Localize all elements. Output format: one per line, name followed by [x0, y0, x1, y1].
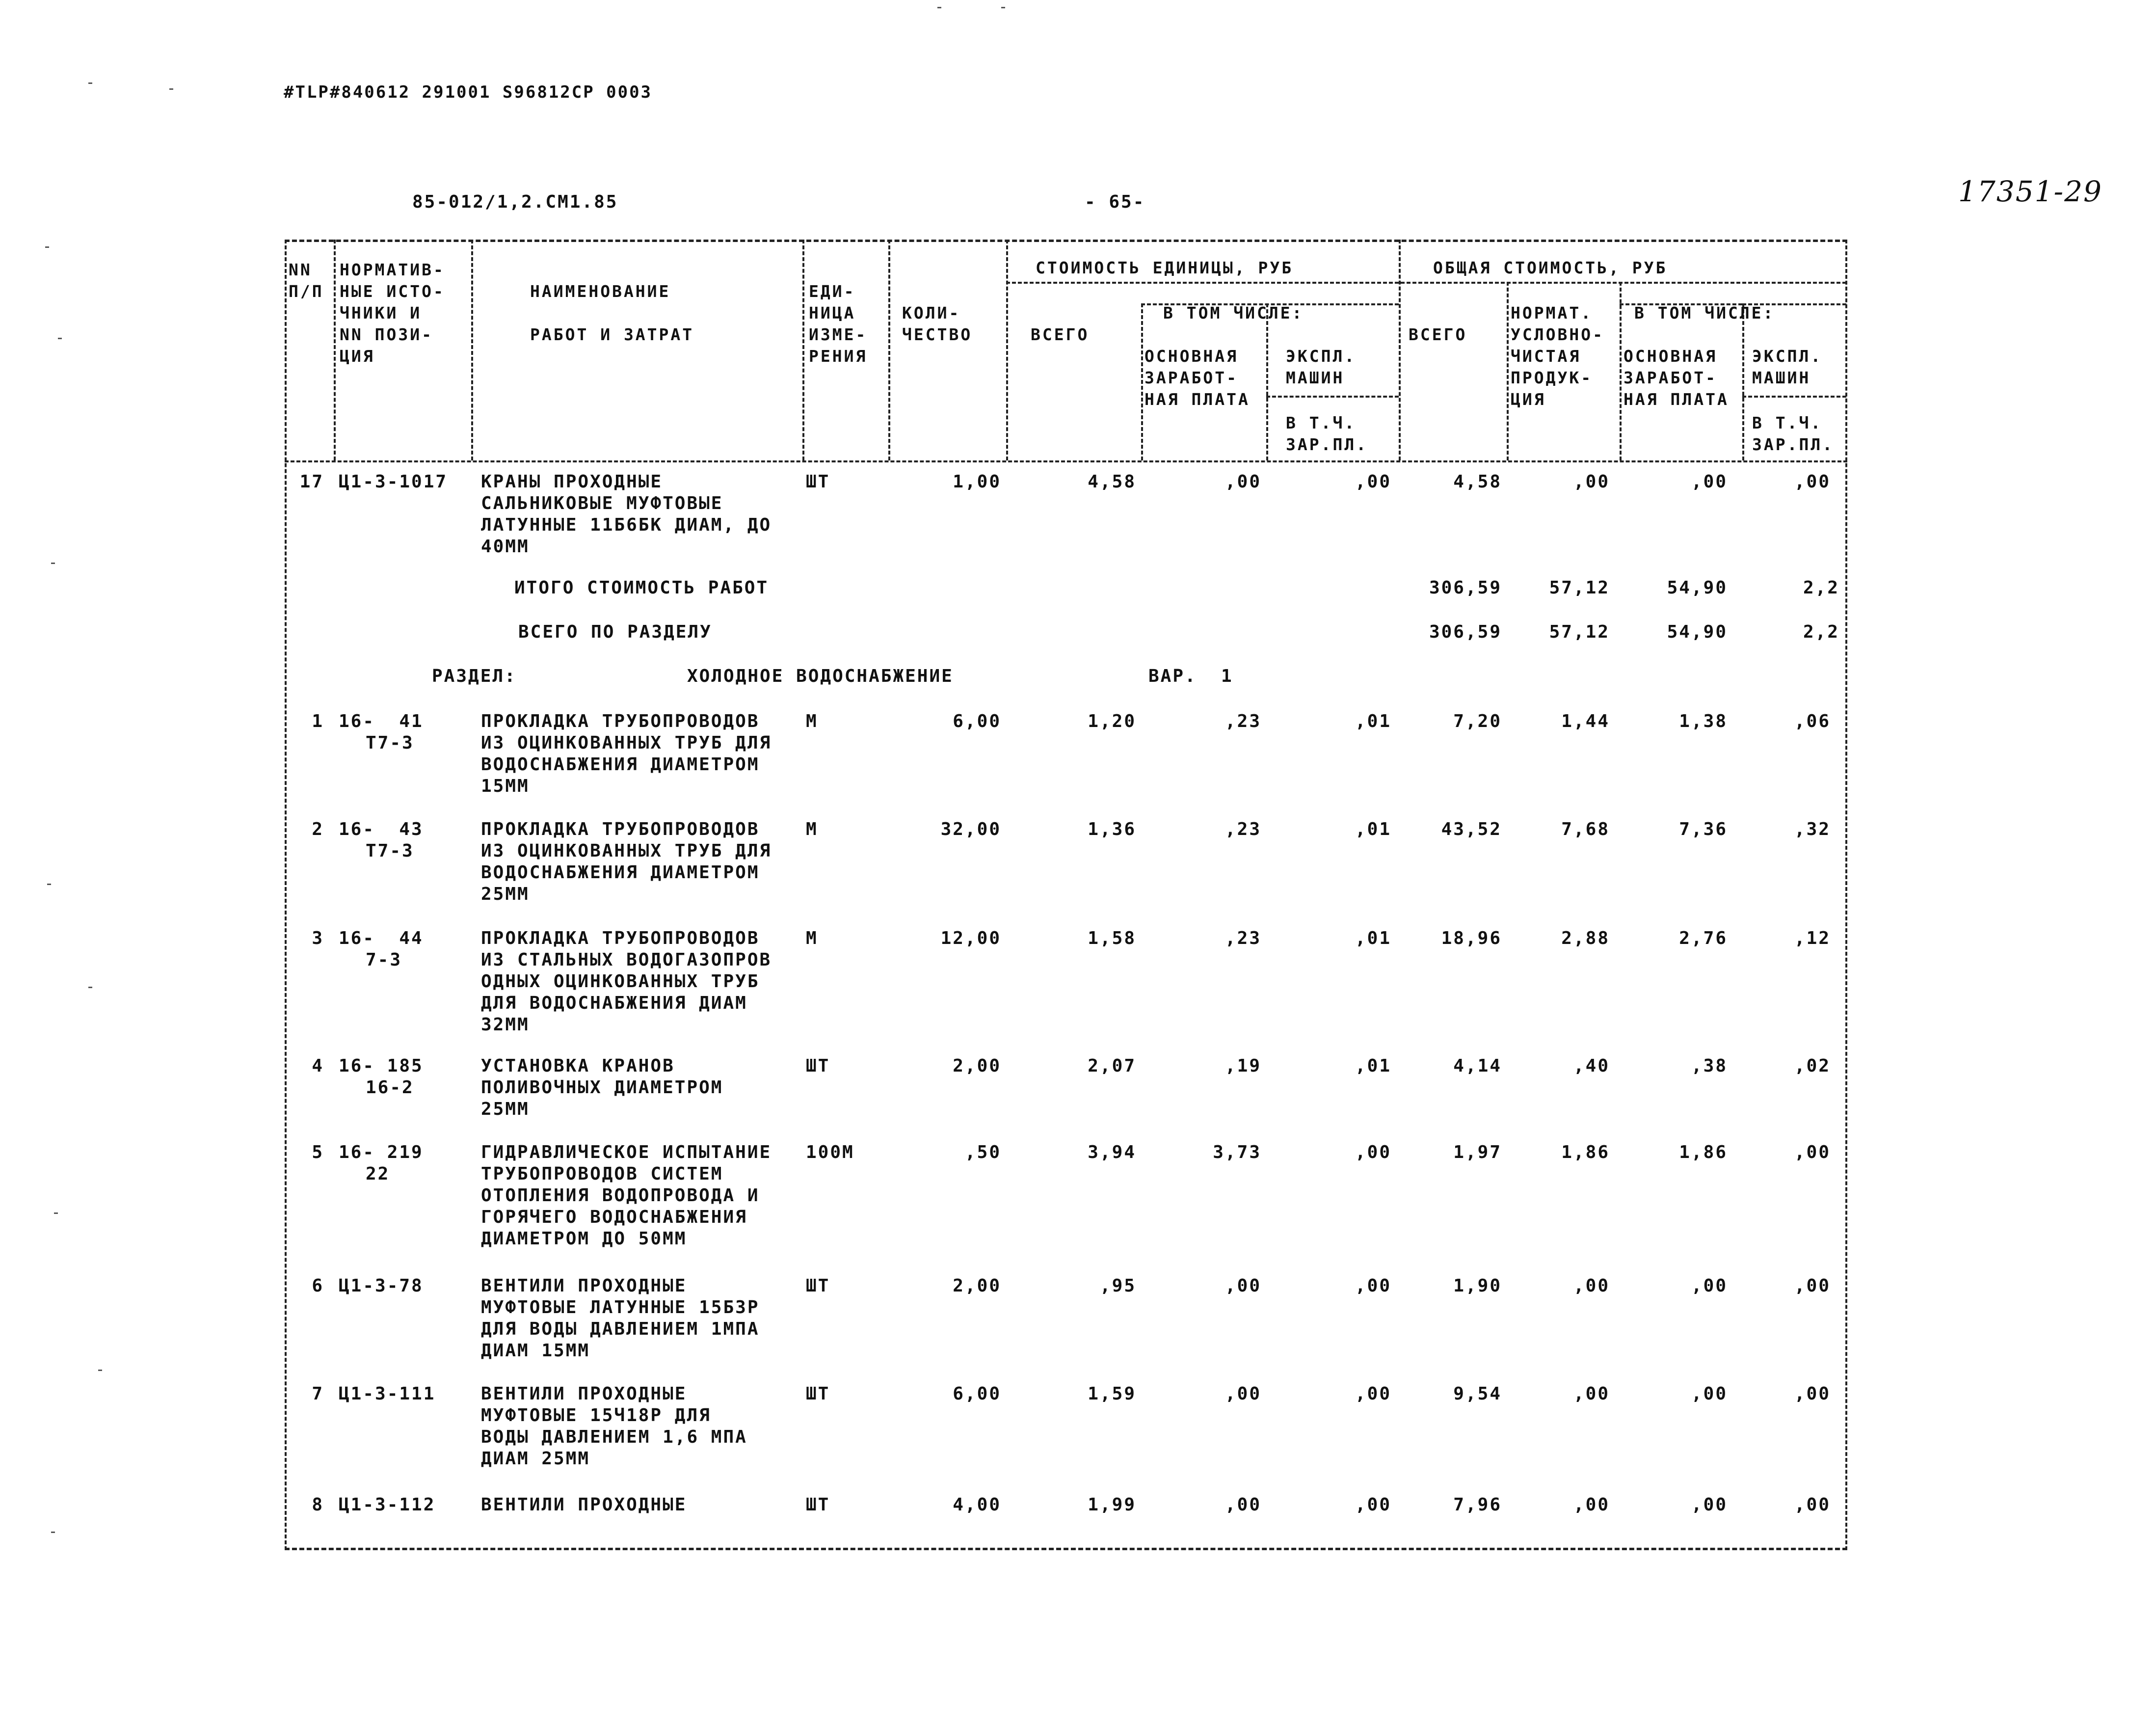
header-unit-vsego: ВСЕГО: [1031, 325, 1090, 344]
work-name: ГИДРАВЛИЧЕСКОЕ ИСПЫТАНИЕ ТРУБОПРОВОДОВ СИСТЕМ ОТОПЛЕНИЯ ВОДОПРОВОДА И ГОРЯЧЕГО ВОДОСНАБЖЕНИЯ ДИАМЕТРОМ ДО 50ММ: [481, 1142, 772, 1249]
row-number: 6: [312, 1276, 324, 1296]
header-normative-source: НОРМАТИВ- НЫЕ ИСТО- ЧНИКИ И NN ПОЗИ- ЦИЯ: [340, 260, 445, 366]
quantity: 6,00: [953, 711, 1001, 731]
total-salary: ,00: [1691, 1276, 1728, 1296]
work-name: ВЕНТИЛИ ПРОХОДНЫЕ МУФТОВЫЕ 15Ч18Р ДЛЯ ВОДЫ ДАВЛЕНИЕМ 1,6 МПА ДИАМ 25ММ: [481, 1384, 747, 1469]
unit: ШТ: [806, 1276, 830, 1296]
unit-cost-salary: ,23: [1224, 711, 1261, 731]
header-rule-eksp-total: [1742, 396, 1846, 398]
total-cost: 7,20: [1453, 711, 1502, 731]
work-name: ВЕНТИЛИ ПРОХОДНЫЕ: [481, 1495, 687, 1515]
total-normat: 2,88: [1561, 928, 1610, 948]
norm-code-line2: 16-2: [366, 1077, 414, 1098]
total-machines: ,12: [1794, 928, 1831, 948]
unit: ШТ: [806, 472, 830, 492]
scan-speck: [1001, 7, 1005, 8]
header-total-v-tom-chisle: В ТОМ ЧИСЛЕ:: [1634, 303, 1775, 323]
unit: ШТ: [806, 1056, 830, 1076]
unit-cost-total: 4,58: [1088, 472, 1136, 492]
norm-code: Ц1-3-112: [339, 1495, 436, 1515]
total-machines: ,00: [1794, 1495, 1831, 1515]
work-name: УСТАНОВКА КРАНОВ ПОЛИВОЧНЫХ ДИАМЕТРОМ 25ММ: [481, 1056, 723, 1119]
work-name: КРАНЫ ПРОХОДНЫЕ САЛЬНИКОВЫЕ МУФТОВЫЕ ЛАТУННЫЕ 11Б6БК ДИАМ, ДО 40ММ: [481, 472, 772, 557]
total-machines: ,00: [1794, 1276, 1831, 1296]
quantity: 32,00: [940, 819, 1001, 839]
handwritten-inventory-number: 17351-29: [1958, 175, 2103, 208]
quantity: 6,00: [953, 1384, 1001, 1404]
itogo-label: ИТОГО СТОИМОСТЬ РАБОТ: [514, 578, 769, 598]
quantity: 12,00: [940, 928, 1001, 948]
total-machines: ,06: [1794, 711, 1831, 731]
norm-code: 16- 43: [339, 819, 424, 839]
col-divider: [1507, 282, 1509, 460]
unit-cost-salary: ,19: [1224, 1056, 1261, 1076]
norm-code: Ц1-3-78: [339, 1276, 424, 1296]
total-machines: ,32: [1794, 819, 1831, 839]
total-cost: 43,52: [1441, 819, 1502, 839]
estimate-table: [285, 240, 1847, 1550]
total-normat: ,00: [1573, 1276, 1610, 1296]
unit-cost-machines: ,00: [1355, 1384, 1391, 1404]
header-total-eksp: ЭКСПЛ. МАШИН: [1752, 347, 1823, 387]
page-number: - 65-: [1085, 192, 1145, 212]
quantity: 2,00: [953, 1056, 1001, 1076]
total-normat: 7,68: [1561, 819, 1610, 839]
total-salary: ,00: [1691, 472, 1728, 492]
header-unit-vtch: В Т.Ч. ЗАР.ПЛ.: [1286, 413, 1368, 454]
quantity: 2,00: [953, 1276, 1001, 1296]
unit-cost-total: 2,07: [1088, 1056, 1136, 1076]
norm-code: 16- 41: [339, 711, 424, 731]
norm-code: 16- 185: [339, 1056, 424, 1076]
header-unit-cost: СТОИМОСТЬ ЕДИНИЦЫ, РУБ: [1036, 258, 1294, 277]
total-normat: ,40: [1573, 1056, 1610, 1076]
total-cost: 9,54: [1453, 1384, 1502, 1404]
unit: ШТ: [806, 1495, 830, 1515]
unit-cost-machines: ,01: [1355, 819, 1391, 839]
unit: М: [806, 928, 818, 948]
total-machines: ,02: [1794, 1056, 1831, 1076]
total-salary: ,38: [1691, 1056, 1728, 1076]
scan-speck: [51, 1532, 55, 1533]
col-divider: [1742, 303, 1744, 460]
col-divider: [1620, 282, 1622, 460]
unit-cost-machines: ,01: [1355, 1056, 1391, 1076]
itogo-osn-zar: 54,90: [1667, 578, 1728, 598]
unit: М: [806, 711, 818, 731]
scan-speck: [98, 1370, 102, 1371]
header-rule-unit-cost: [1006, 282, 1846, 284]
vsego-razdel-label: ВСЕГО ПО РАЗДЕЛУ: [518, 622, 712, 642]
total-normat: ,00: [1573, 1495, 1610, 1515]
unit-cost-salary: ,00: [1224, 1495, 1261, 1515]
scan-speck: [54, 1212, 58, 1214]
scan-speck: [58, 338, 62, 339]
row-number: 2: [312, 819, 324, 839]
col-divider: [1266, 303, 1268, 460]
col-divider: [888, 240, 890, 460]
header-total-vsego: ВСЕГО: [1409, 325, 1467, 344]
unit: 100М: [806, 1142, 854, 1162]
unit-cost-salary: ,23: [1224, 928, 1261, 948]
unit-cost-total: 1,59: [1088, 1384, 1136, 1404]
work-name: ПРОКЛАДКА ТРУБОПРОВОДОВ ИЗ ОЦИНКОВАННЫХ ТРУБ ДЛЯ ВОДОСНАБЖЕНИЯ ДИАМЕТРОМ 25ММ: [481, 819, 772, 904]
row-number: 8: [312, 1495, 324, 1515]
header-nn: NN П/П: [289, 260, 324, 301]
norm-code: Ц1-3-1017: [339, 472, 448, 492]
unit-cost-salary: 3,73: [1213, 1142, 1261, 1162]
unit-cost-machines: ,00: [1355, 1142, 1391, 1162]
header-unit-osn-zar: ОСНОВНАЯ ЗАРАБОТ- НАЯ ПЛАТА: [1145, 347, 1250, 409]
document-reference: 85-012/1,2.СМ1.85: [412, 192, 618, 212]
col-divider: [334, 240, 336, 460]
section-title: ХОЛОДНОЕ ВОДОСНАБЖЕНИЕ: [687, 666, 954, 686]
unit-cost-total: ,95: [1099, 1276, 1136, 1296]
unit-cost-machines: ,01: [1355, 928, 1391, 948]
row-number: 1: [312, 711, 324, 731]
header-total-osn-zar: ОСНОВНАЯ ЗАРАБОТ- НАЯ ПЛАТА: [1624, 347, 1729, 409]
row-number: 5: [312, 1142, 324, 1162]
row-number: 4: [312, 1056, 324, 1076]
header-total-normat: НОРМАТ. УСЛОВНО- ЧИСТАЯ ПРОДУК- ЦИЯ: [1511, 303, 1604, 409]
norm-code-line2: Т7-3: [366, 733, 414, 753]
itogo-eksp: 2,2: [1803, 578, 1839, 598]
scan-speck: [937, 7, 941, 8]
total-salary: 1,38: [1679, 711, 1728, 731]
col-divider: [1006, 240, 1008, 460]
scan-speck: [169, 88, 173, 90]
itogo-total: 306,59: [1429, 578, 1502, 598]
col-divider: [802, 240, 804, 460]
header-total-cost: ОБЩАЯ СТОИМОСТЬ, РУБ: [1433, 258, 1668, 277]
norm-code: 16- 44: [339, 928, 424, 948]
total-cost: 1,90: [1453, 1276, 1502, 1296]
unit-cost-total: 3,94: [1088, 1142, 1136, 1162]
total-cost: 18,96: [1441, 928, 1502, 948]
total-machines: ,00: [1794, 472, 1831, 492]
quantity: 1,00: [953, 472, 1001, 492]
itogo-normat: 57,12: [1549, 578, 1610, 598]
col-divider: [471, 240, 473, 460]
unit-cost-machines: ,00: [1355, 472, 1391, 492]
unit: ШТ: [806, 1384, 830, 1404]
row-number: 3: [312, 928, 324, 948]
header-quantity: КОЛИ- ЧЕСТВО: [902, 303, 973, 344]
total-cost: 1,97: [1453, 1142, 1502, 1162]
scan-speck: [51, 563, 55, 564]
section-label: РАЗДЕЛ:: [432, 666, 517, 686]
total-salary: ,00: [1691, 1384, 1728, 1404]
vsego-razdel-eksp: 2,2: [1803, 622, 1839, 642]
work-name: ВЕНТИЛИ ПРОХОДНЫЕ МУФТОВЫЕ ЛАТУННЫЕ 15Б3Р ДЛЯ ВОДЫ ДАВЛЕНИЕМ 1МПА ДИАМ 15ММ: [481, 1276, 760, 1361]
vsego-razdel-total: 306,59: [1429, 622, 1502, 642]
total-cost: 4,14: [1453, 1056, 1502, 1076]
row-number: 17: [299, 472, 324, 492]
scan-speck: [88, 987, 92, 988]
quantity: ,50: [964, 1142, 1001, 1162]
document-code: #TLP#840612 291001 S96812CP 0003: [284, 82, 653, 102]
quantity: 4,00: [953, 1495, 1001, 1515]
work-name: ПРОКЛАДКА ТРУБОПРОВОДОВ ИЗ ОЦИНКОВАННЫХ ТРУБ ДЛЯ ВОДОСНАБЖЕНИЯ ДИАМЕТРОМ 15ММ: [481, 711, 772, 796]
section-variant: ВАР. 1: [1148, 666, 1233, 686]
total-machines: ,00: [1794, 1384, 1831, 1404]
header-bottom-rule: [285, 460, 1847, 462]
total-machines: ,00: [1794, 1142, 1831, 1162]
unit-cost-total: 1,58: [1088, 928, 1136, 948]
unit-cost-machines: ,01: [1355, 711, 1391, 731]
col-divider: [1141, 303, 1143, 460]
total-salary: ,00: [1691, 1495, 1728, 1515]
unit-cost-salary: ,00: [1224, 472, 1261, 492]
unit-cost-total: 1,20: [1088, 711, 1136, 731]
total-salary: 1,86: [1679, 1142, 1728, 1162]
scan-speck: [47, 884, 51, 885]
norm-code-line2: Т7-3: [366, 841, 414, 861]
norm-code-line2: 22: [366, 1164, 390, 1184]
header-name-line1: НАИМЕНОВАНИЕ: [530, 282, 671, 301]
total-normat: ,00: [1573, 1384, 1610, 1404]
total-cost: 4,58: [1453, 472, 1502, 492]
row-number: 7: [312, 1384, 324, 1404]
total-cost: 7,96: [1453, 1495, 1502, 1515]
scan-speck: [88, 82, 92, 84]
work-name: ПРОКЛАДКА ТРУБОПРОВОДОВ ИЗ СТАЛЬНЫХ ВОДОГАЗОПРОВ ОДНЫХ ОЦИНКОВАННЫХ ТРУБ ДЛЯ ВОДОСНАБЖЕНИЯ ДИАМ 32ММ: [481, 928, 772, 1035]
norm-code-line2: 7-3: [366, 950, 402, 970]
unit: М: [806, 819, 818, 839]
vsego-razdel-osn-zar: 54,90: [1667, 622, 1728, 642]
header-unit: ЕДИ- НИЦА ИЗМЕ- РЕНИЯ: [809, 282, 868, 366]
header-name-line2: РАБОТ И ЗАТРАТ: [530, 325, 694, 344]
norm-code: Ц1-3-111: [339, 1384, 436, 1404]
unit-cost-salary: ,00: [1224, 1276, 1261, 1296]
header-total-vtch: В Т.Ч. ЗАР.ПЛ.: [1752, 413, 1835, 454]
unit-cost-salary: ,00: [1224, 1384, 1261, 1404]
unit-cost-total: 1,99: [1088, 1495, 1136, 1515]
total-salary: 2,76: [1679, 928, 1728, 948]
total-normat: 1,44: [1561, 711, 1610, 731]
unit-cost-total: 1,36: [1088, 819, 1136, 839]
total-normat: 1,86: [1561, 1142, 1610, 1162]
unit-cost-machines: ,00: [1355, 1276, 1391, 1296]
unit-cost-machines: ,00: [1355, 1495, 1391, 1515]
header-unit-v-tom-chisle: В ТОМ ЧИСЛЕ:: [1163, 303, 1304, 323]
scan-speck: [45, 246, 49, 248]
total-salary: 7,36: [1679, 819, 1728, 839]
col-divider: [1399, 240, 1401, 460]
total-normat: ,00: [1573, 472, 1610, 492]
header-rule-eksp-sub: [1266, 396, 1399, 398]
vsego-razdel-normat: 57,12: [1549, 622, 1610, 642]
header-unit-eksp: ЭКСПЛ. МАШИН: [1286, 347, 1357, 387]
norm-code: 16- 219: [339, 1142, 424, 1162]
unit-cost-salary: ,23: [1224, 819, 1261, 839]
